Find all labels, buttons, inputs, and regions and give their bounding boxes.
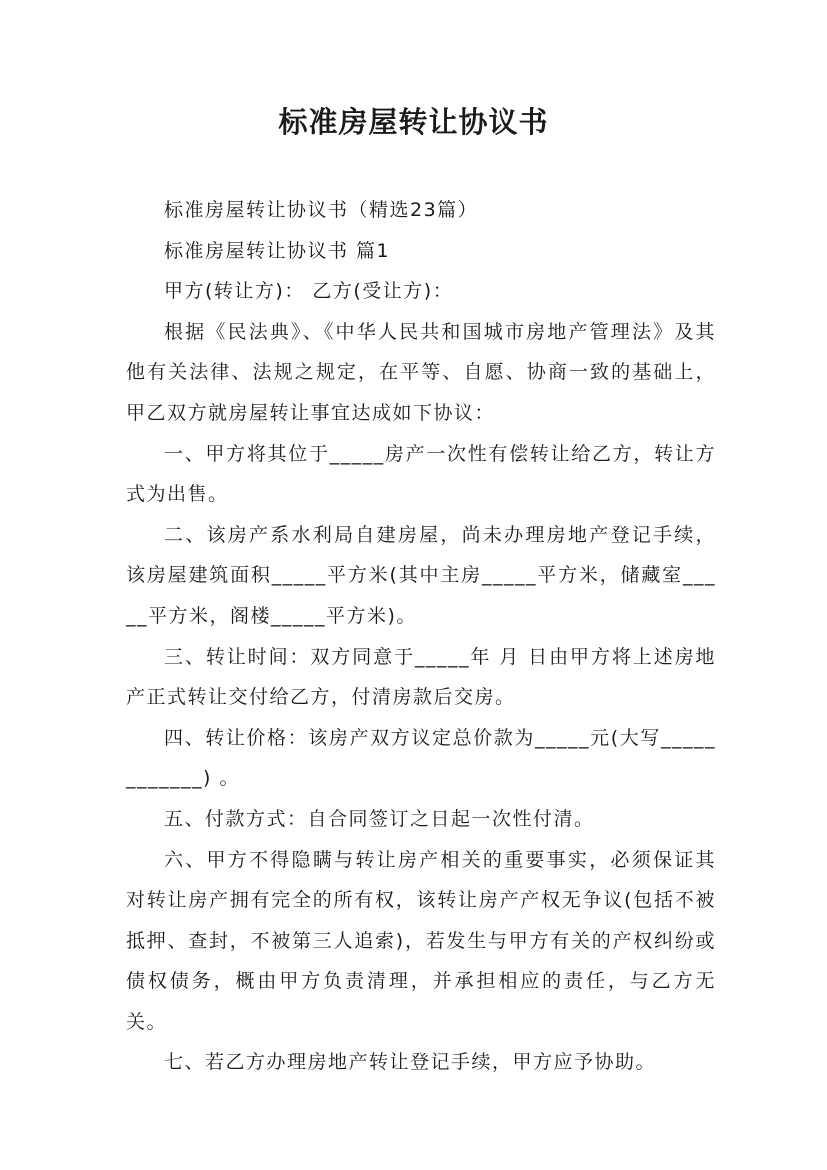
paragraph-section-heading: 标准房屋转让协议书 篇1 [164,239,391,262]
document-body [126,190,716,1083]
clause-5: 五、付款方式：自合同签订之日起一次性付清。 [164,807,595,830]
clause-1: 一、甲方将其位于_____房产一次性有偿转让给乙方，转让方式为出售。 [126,442,716,506]
paragraph-subtitle: 标准房屋转让协议书（精选23篇） [164,199,479,221]
clause-6: 六、甲方不得隐瞒与转让房产相关的重要事实，必须保证其对转让房产拥有完全的所有权，该转让房产产权无争议(包括不被抵押、查封，不被第三人追索)，若发生与甲方有关的产权纠纷或债权债务，概由甲方负责清理，并承担相应的责任，与乙方无关。 [126,848,716,1033]
clause-2: 二、该房产系水利局自建房屋，尚未办理房地产登记手续，该房屋建筑面积_____平方米(其中主房_____平方米，储藏室_____平方米，阁楼_____平方米)。 [126,523,716,627]
clause-7: 七、若乙方办理房地产转让登记手续，甲方应予协助。 [164,1051,657,1074]
paragraph-parties: 甲方(转让方)： 乙方(受让方)： [164,280,454,303]
clause-3: 三、转让时间：双方同意于_____年 月 日由甲方将上述房地产正式转让交付给乙方，付清房款后交房。 [126,645,716,709]
paragraph-preamble: 根据《民法典》、《中华人民共和国城市房地产管理法》及其他有关法律、法规之规定，在平等、自愿、协商一致的基础上，甲乙双方就房屋转让事宜达成如下协议： [126,320,716,424]
document-title: 标准房屋转让协议书 [278,105,549,139]
clause-4: 四、转让价格：该房产双方议定总价款为_____元(大写____________) 。 [126,726,716,790]
